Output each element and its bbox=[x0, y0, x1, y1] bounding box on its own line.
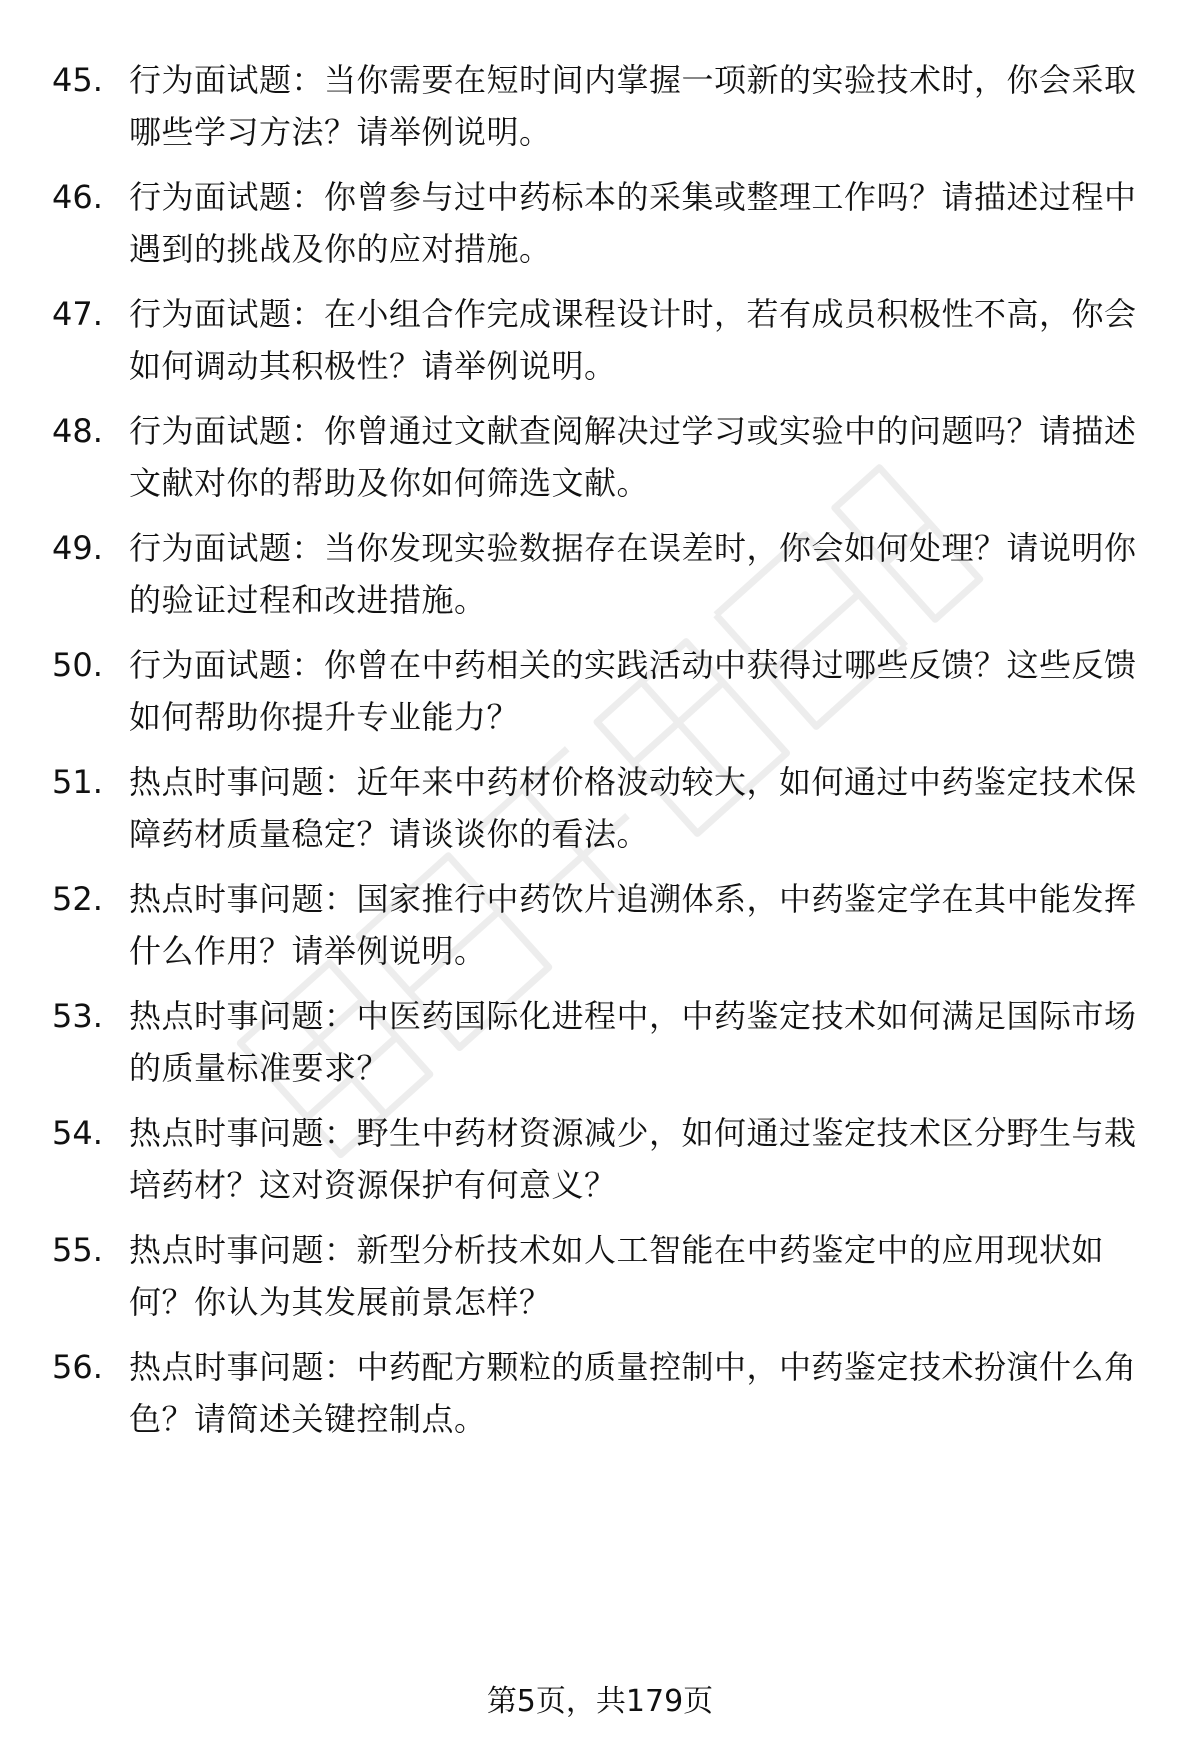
question-number: 56. bbox=[52, 1348, 103, 1386]
question-number: 55. bbox=[52, 1231, 103, 1269]
question-number: 46. bbox=[52, 178, 103, 216]
question-number: 47. bbox=[52, 295, 103, 333]
question-text: 行为面试题：在小组合作完成课程设计时，若有成员积极性不高，你会如何调动其积极性？请举例说明。 bbox=[129, 295, 1137, 385]
list-item bbox=[52, 1107, 1152, 1224]
question-text: 热点时事问题：近年来中药材价格波动较大，如何通过中药鉴定技术保障药材质量稳定？请谈谈你的看法。 bbox=[129, 763, 1137, 853]
question-number: 50. bbox=[52, 646, 103, 684]
list-item bbox=[52, 756, 1152, 873]
question-text: 行为面试题：你曾在中药相关的实践活动中获得过哪些反馈？这些反馈如何帮助你提升专业能力？ bbox=[129, 646, 1137, 736]
question-text: 热点时事问题：中药配方颗粒的质量控制中，中药鉴定技术扮演什么角色？请简述关键控制点。 bbox=[129, 1348, 1137, 1438]
list-item bbox=[52, 1341, 1152, 1458]
list-item bbox=[52, 639, 1152, 756]
list-item bbox=[52, 990, 1152, 1107]
list-item bbox=[52, 405, 1152, 522]
page-number-label: 第5页，共179页 bbox=[486, 1684, 714, 1719]
list-item bbox=[52, 54, 1152, 171]
list-item bbox=[52, 1224, 1152, 1341]
list-item bbox=[52, 171, 1152, 288]
question-number: 54. bbox=[52, 1114, 103, 1152]
question-number: 48. bbox=[52, 412, 103, 450]
question-number: 52. bbox=[52, 880, 103, 918]
question-text: 行为面试题：你曾通过文献查阅解决过学习或实验中的问题吗？请描述文献对你的帮助及你如何筛选文献。 bbox=[129, 412, 1137, 502]
question-text: 行为面试题：你曾参与过中药标本的采集或整理工作吗？请描述过程中遇到的挑战及你的应对措施。 bbox=[129, 178, 1137, 268]
question-number: 45. bbox=[52, 61, 103, 99]
question-number: 49. bbox=[52, 529, 103, 567]
question-number: 51. bbox=[52, 763, 103, 801]
list-item bbox=[52, 873, 1152, 990]
question-text: 热点时事问题：野生中药材资源减少，如何通过鉴定技术区分野生与栽培药材？这对资源保护有何意义？ bbox=[129, 1114, 1137, 1204]
question-text: 热点时事问题：新型分析技术如人工智能在中药鉴定中的应用现状如何？你认为其发展前景怎样？ bbox=[129, 1231, 1105, 1321]
question-number: 53. bbox=[52, 997, 103, 1035]
list-item bbox=[52, 288, 1152, 405]
question-text: 热点时事问题：中医药国际化进程中，中药鉴定技术如何满足国际市场的质量标准要求？ bbox=[129, 997, 1137, 1087]
page-footer bbox=[0, 1682, 1200, 1722]
question-list bbox=[52, 54, 1152, 1458]
question-text: 热点时事问题：国家推行中药饮片追溯体系，中药鉴定学在其中能发挥什么作用？请举例说明。 bbox=[129, 880, 1137, 970]
question-text: 行为面试题：当你需要在短时间内掌握一项新的实验技术时，你会采取哪些学习方法？请举例说明。 bbox=[129, 61, 1137, 151]
list-item bbox=[52, 522, 1152, 639]
question-text: 行为面试题：当你发现实验数据存在误差时，你会如何处理？请说明你的验证过程和改进措施。 bbox=[129, 529, 1137, 619]
